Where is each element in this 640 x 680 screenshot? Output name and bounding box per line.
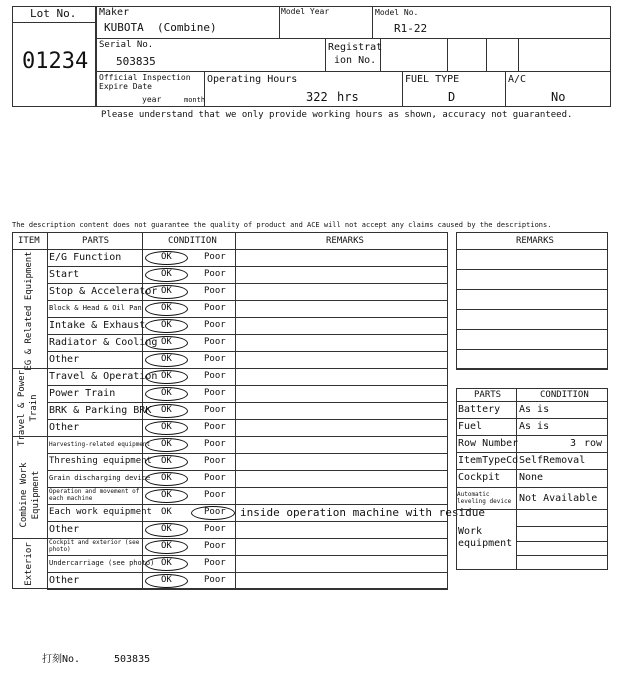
- ok-option: OK: [161, 320, 172, 330]
- ok-option: OK: [161, 269, 172, 279]
- poor-circle-mark: [191, 506, 235, 520]
- part-name: Stop & Accelerator: [49, 285, 158, 297]
- auto-level-label: Automatic leveling device: [457, 491, 512, 506]
- ok-option: OK: [161, 473, 172, 483]
- part-name: Radiator & Cooling: [49, 336, 158, 348]
- ok-circle-mark: [145, 557, 188, 571]
- ok-option: OK: [161, 575, 172, 585]
- lot-number: 01234: [22, 49, 89, 74]
- ok-option: OK: [161, 303, 172, 313]
- hours-note: Please understand that we only provide working hours as shown, accuracy not guaranteed.: [101, 110, 573, 120]
- month-label: month: [184, 96, 206, 104]
- ok-circle-mark: [145, 353, 188, 367]
- poor-option: Poor: [204, 439, 226, 449]
- ok-option: OK: [161, 439, 172, 449]
- battery-value: As is: [519, 404, 550, 415]
- part-name: Cockpit and exterior (see photo): [49, 539, 140, 553]
- ok-option: OK: [161, 490, 172, 500]
- ac-label: A/C: [508, 74, 527, 85]
- inspection-label-line1: Official Inspection: [99, 73, 191, 82]
- item-type-value: SelfRemoval: [519, 455, 586, 466]
- ok-option: OK: [161, 252, 172, 262]
- ok-circle-mark: [145, 438, 188, 452]
- ok-option: OK: [161, 541, 172, 551]
- registration-label-line2: ion No.: [334, 54, 377, 66]
- ok-option: OK: [161, 456, 172, 466]
- part-name: Start: [49, 268, 80, 280]
- fuel-value: As is: [519, 421, 550, 432]
- part-name: Threshing equipment: [49, 456, 152, 466]
- poor-option: Poor: [204, 405, 226, 415]
- group-label: Travel & Power Train: [17, 370, 39, 446]
- col-item: ITEM: [18, 236, 40, 246]
- right-remarks-header: REMARKS: [516, 236, 554, 246]
- ok-option: OK: [161, 558, 172, 568]
- model-no-label: Model No.: [375, 8, 419, 17]
- ok-option: OK: [161, 524, 172, 534]
- ok-circle-mark: [145, 387, 188, 401]
- poor-option: Poor: [204, 575, 226, 585]
- model-year-label: Model Year: [281, 7, 330, 16]
- group-label: Combine Work Equipment: [19, 462, 41, 528]
- col-parts: PARTS: [82, 236, 110, 246]
- serial-label: Serial No.: [99, 40, 154, 50]
- part-name: Power Train: [49, 387, 116, 399]
- poor-option: Poor: [204, 354, 226, 364]
- part-name: Other: [49, 421, 80, 433]
- ok-circle-mark: [145, 370, 188, 384]
- model-no-value: R1-22: [394, 22, 428, 35]
- registration-label-line1: Registrat: [328, 42, 383, 53]
- group-label: Exterior: [24, 542, 34, 586]
- stamp-label: 打刻No.: [42, 654, 81, 665]
- hours-unit: hrs: [337, 90, 359, 104]
- item-type-label: ItemTypeCd: [458, 455, 519, 466]
- part-name: BRK & Parking BRK: [49, 404, 152, 416]
- ok-option: OK: [161, 388, 172, 398]
- part-name: Block & Head & Oil Pan: [49, 304, 142, 312]
- ok-circle-mark: [145, 455, 188, 469]
- poor-option: Poor: [204, 507, 226, 517]
- part-name: Operation and movement of each machine: [49, 488, 140, 502]
- remark-text: inside operation machine with residue: [240, 506, 486, 519]
- part-name: E/G Function: [49, 251, 122, 263]
- cockpit-label: Cockpit: [458, 472, 501, 483]
- ok-option: OK: [161, 286, 172, 296]
- col-remarks: REMARKS: [326, 236, 364, 246]
- poor-option: Poor: [204, 524, 226, 534]
- part-name: Other: [49, 523, 80, 535]
- poor-option: Poor: [204, 286, 226, 296]
- ok-circle-mark: [145, 574, 188, 588]
- poor-option: Poor: [204, 269, 226, 279]
- row-number-label: Row Number: [458, 438, 519, 449]
- work-equipment-label-line1: Work: [458, 526, 483, 537]
- ok-option: OK: [161, 337, 172, 347]
- ok-option: OK: [161, 354, 172, 364]
- auto-level-value: Not Available: [519, 493, 598, 504]
- ok-circle-mark: [145, 251, 188, 265]
- ok-circle-mark: [145, 336, 188, 350]
- poor-option: Poor: [204, 541, 226, 551]
- ok-circle-mark: [145, 540, 188, 554]
- registration-label: [328, 42, 382, 67]
- poor-option: Poor: [204, 303, 226, 313]
- poor-option: Poor: [204, 490, 226, 500]
- work-equipment-label-line2: equipment: [458, 538, 513, 549]
- ok-circle-mark: [145, 285, 188, 299]
- ok-circle-mark: [145, 404, 188, 418]
- poor-option: Poor: [204, 388, 226, 398]
- part-name: Harvesting-related equipment: [49, 440, 151, 448]
- ok-option: OK: [161, 405, 172, 415]
- poor-option: Poor: [204, 337, 226, 347]
- col-condition: CONDITION: [168, 236, 217, 246]
- poor-option: Poor: [204, 473, 226, 483]
- part-name: Other: [49, 574, 80, 586]
- ok-circle-mark: [145, 302, 188, 316]
- poor-option: Poor: [204, 456, 226, 466]
- hours-value: 322: [306, 90, 328, 104]
- row-number-value: 3: [570, 438, 577, 449]
- year-label: year: [142, 95, 162, 104]
- work-equipment-label: [458, 526, 512, 550]
- ok-circle-mark: [145, 489, 188, 503]
- ok-circle-mark: [145, 472, 188, 486]
- inspection-label-line2: Expire Date: [99, 82, 152, 92]
- part-name: Each work equipment: [49, 507, 152, 517]
- ok-option: OK: [161, 422, 172, 432]
- serial-value: 503835: [116, 55, 156, 68]
- summary-col-parts: PARTS: [474, 390, 502, 400]
- poor-option: Poor: [204, 371, 226, 381]
- cockpit-value: None: [519, 472, 544, 483]
- maker-label: Maker: [99, 7, 130, 18]
- row-number-unit: row: [584, 438, 603, 449]
- fuel-type-label: FUEL TYPE: [405, 74, 460, 85]
- ok-circle-mark: [145, 523, 188, 537]
- poor-option: Poor: [204, 252, 226, 262]
- battery-label: Battery: [458, 404, 501, 415]
- part-name: Travel & Operation: [49, 370, 158, 382]
- ok-option: OK: [161, 507, 172, 517]
- lot-label: Lot No.: [30, 7, 77, 20]
- maker-value: KUBOTA (Combine): [104, 21, 217, 34]
- part-name: Intake & Exhaust: [49, 319, 146, 331]
- hours-label: Operating Hours: [207, 74, 298, 85]
- ok-circle-mark: [145, 268, 188, 282]
- ok-circle-mark: [145, 421, 188, 435]
- part-name: Grain discharging device: [49, 474, 151, 482]
- part-name: Other: [49, 353, 80, 365]
- fuel-type-value: D: [448, 90, 456, 104]
- poor-option: Poor: [204, 320, 226, 330]
- poor-option: Poor: [204, 422, 226, 432]
- disclaimer: The description content does not guarantee the quality of product and ACE will not accept any claims caused by the descriptions.: [12, 221, 552, 229]
- ac-value: No: [551, 90, 566, 104]
- poor-option: Poor: [204, 558, 226, 568]
- part-name: Undercarriage (see photo): [49, 559, 155, 567]
- fuel-label: Fuel: [458, 421, 483, 432]
- summary-col-condition: CONDITION: [540, 390, 589, 400]
- ok-option: OK: [161, 371, 172, 381]
- inspection-label: [99, 73, 191, 91]
- ok-circle-mark: [145, 319, 188, 333]
- group-label: EG & Related Equipment: [24, 251, 34, 371]
- stamp-value: 503835: [114, 654, 151, 665]
